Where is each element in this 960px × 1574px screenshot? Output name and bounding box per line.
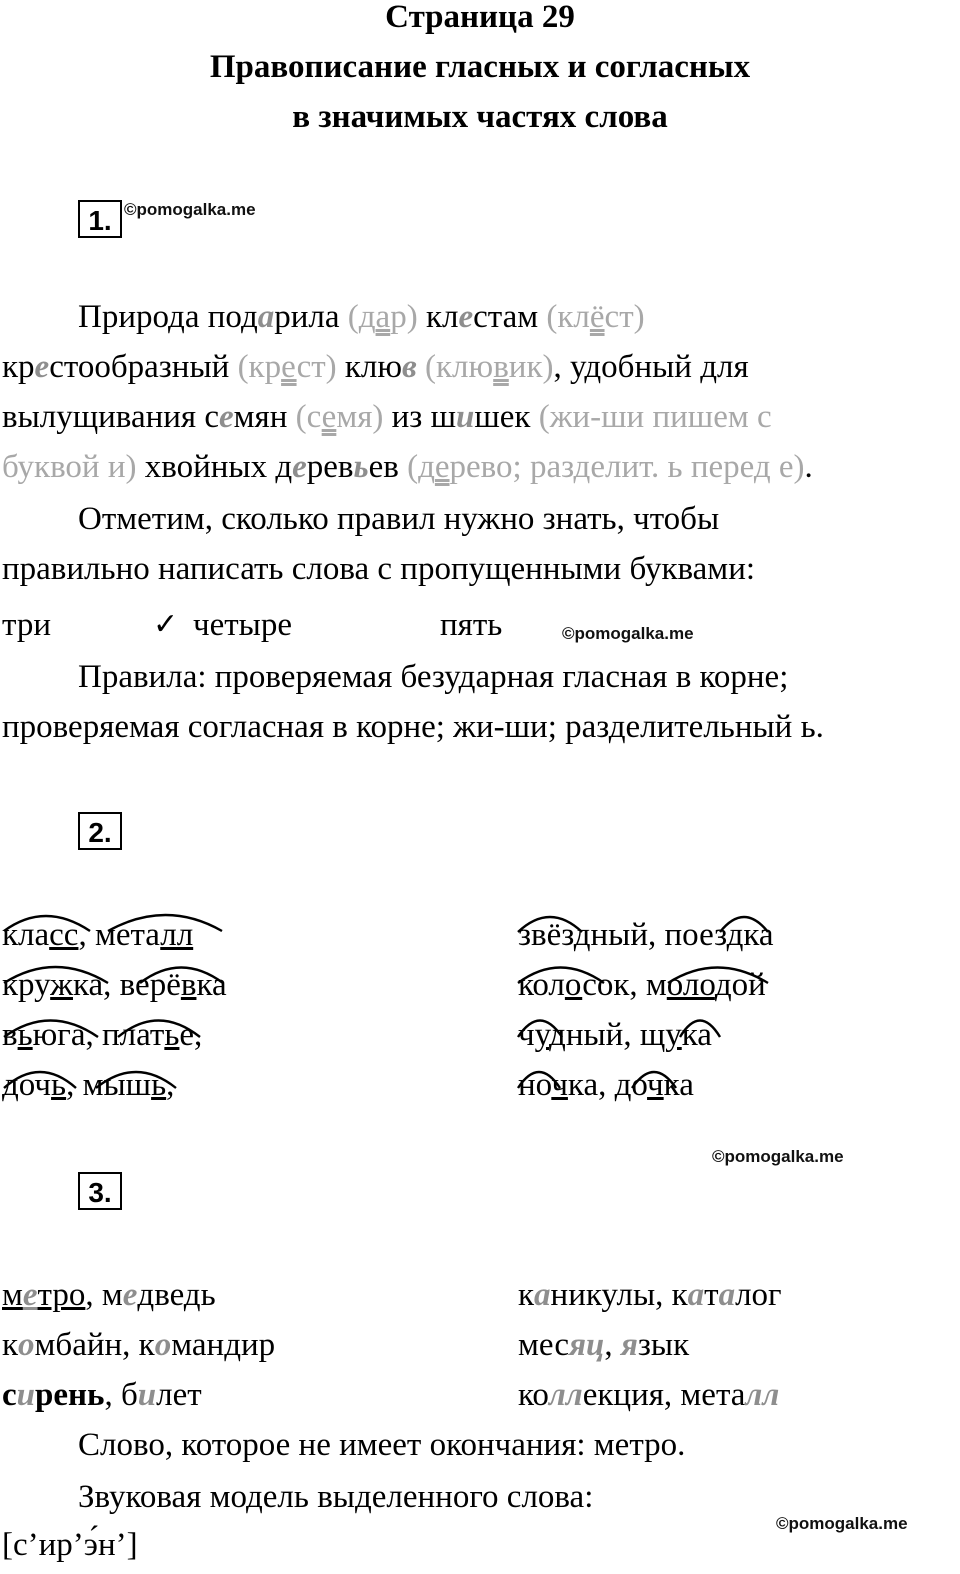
task3-left-row-1: метро, медведь (2, 1277, 216, 1313)
task2-right-row-4: ночка, дочка (518, 1067, 694, 1103)
task-2-label: 2. (78, 812, 122, 850)
page-number: Страница 29 (385, 0, 575, 35)
task1-line-2: крестообразный (крест) клюв (клювик), удобный для (2, 349, 749, 385)
task1-line-3: вылущивания семян (семя) из шишек (жи-ши пишем с (2, 399, 772, 435)
task1-para2-line-1: Отметим, сколько правил нужно знать, чтобы (78, 501, 720, 537)
task1-rules-line-1: Правила: проверяемая безударная гласная в корне; (78, 659, 789, 695)
page-title-line-1: Правописание гласных и согласных (209, 49, 751, 85)
task3-left-row-3: сирень, билет (2, 1377, 202, 1413)
watermark: ©pomogalka.me (124, 200, 256, 219)
task3-ending-sentence: Слово, которое не имеет окончания: метро. (78, 1427, 686, 1463)
task2-left-row-2: кружка, верёвка (2, 967, 227, 1003)
task3-sound-model: [с’ир’э́н’] (2, 1527, 138, 1563)
watermark: ©pomogalka.me (562, 624, 694, 643)
task3-model-intro: Звуковая модель выделенного слова: (78, 1479, 594, 1515)
option-four: четыре (193, 607, 292, 643)
page-title-line-2: в значимых частях слова (292, 99, 668, 135)
watermark: ©pomogalka.me (712, 1147, 844, 1166)
task2-right-row-3: чудный, щука (518, 1017, 712, 1053)
option-three: три (2, 607, 51, 643)
task3-right-row-1: каникулы, каталог (518, 1277, 782, 1313)
option-five: пять (440, 607, 503, 643)
check-icon: ✓ (153, 607, 179, 642)
task2-left-row-3: вьюга, платье, (2, 1017, 203, 1053)
task1-line-4: буквой и) хвойных деревьев (дерево; разделит. ь перед е). (2, 449, 813, 485)
task1-line-1: Природа подарила (дар) клестам (клёст) (78, 299, 645, 335)
watermark: ©pomogalka.me (776, 1514, 908, 1533)
task2-right-row-1: звёздный, поездка (518, 917, 774, 953)
task2-right-row-2: колосок, молодой (518, 967, 766, 1003)
task1-para2-line-2: правильно написать слова с пропущенными буквами: (2, 551, 756, 587)
task2-left-row-4: дочь, мышь, (2, 1067, 175, 1103)
task3-right-row-3: коллекция, металл (518, 1377, 780, 1413)
task-1-label: 1. (78, 200, 122, 238)
task2-left-row-1: класс, металл (2, 917, 194, 953)
task3-left-row-2: комбайн, командир (2, 1327, 276, 1363)
task3-right-row-2: месяц, язык (518, 1327, 690, 1363)
task-3-label: 3. (78, 1172, 122, 1210)
task1-rules-line-2: проверяемая согласная в корне; жи-ши; разделительный ь. (2, 709, 824, 745)
